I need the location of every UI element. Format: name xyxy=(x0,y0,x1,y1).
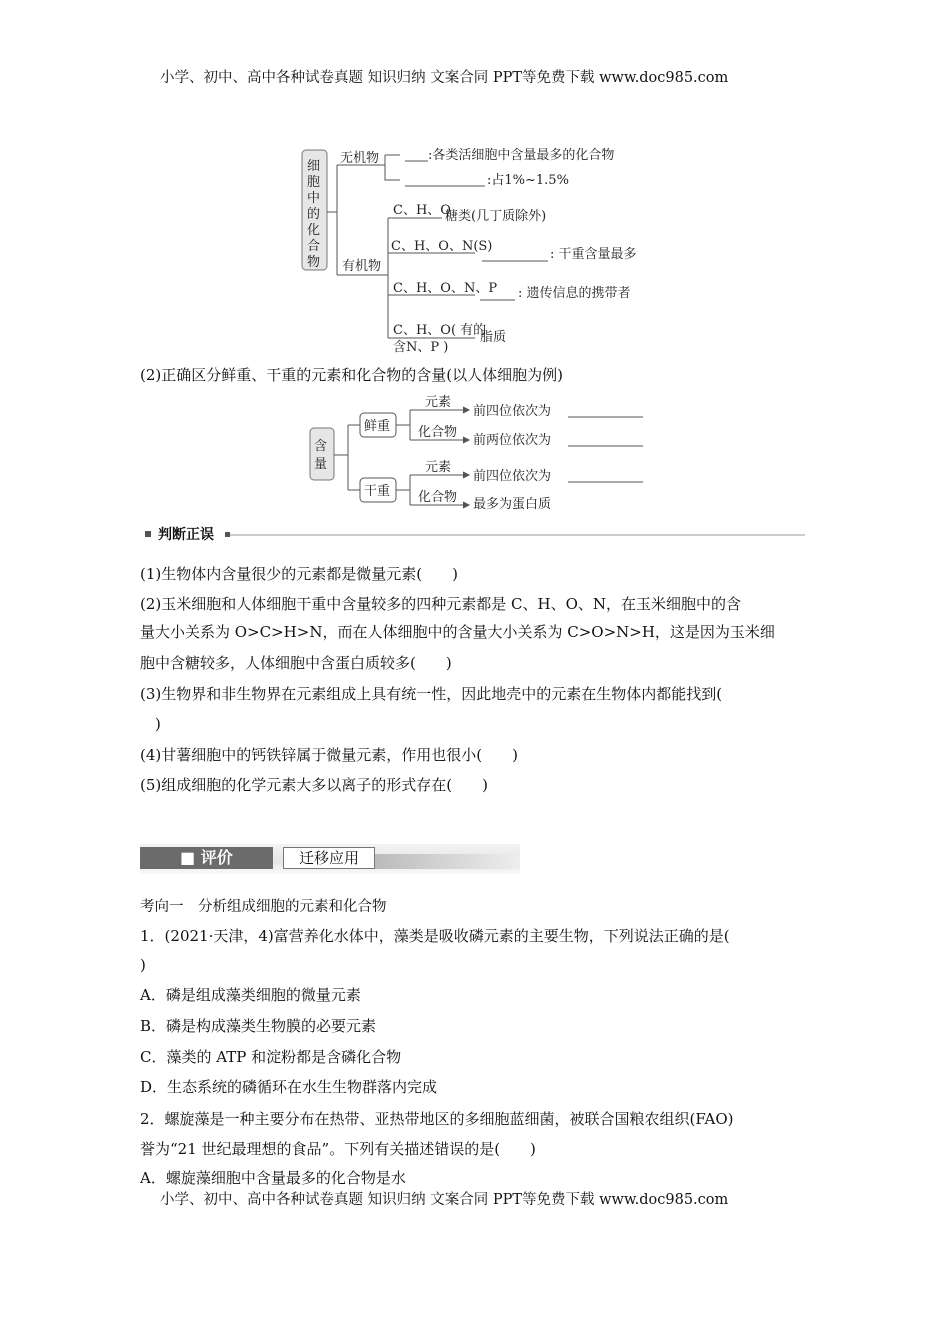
judge-title: 判断正误 xyxy=(158,527,214,543)
banner-application: 迁移应用 xyxy=(283,847,375,869)
diagram-label: C、H、O xyxy=(393,203,451,218)
root-char: 合 xyxy=(307,239,321,254)
root-char: 细 xyxy=(307,159,321,174)
judge-line: (5)组成细胞的化学元素大多以离子的形式存在( ) xyxy=(140,776,488,794)
diagram-label: 化合物 xyxy=(418,425,458,440)
root-char: 化 xyxy=(307,223,321,238)
diagram-label: 干重 xyxy=(364,484,391,499)
diagram-label: :占1%~1.5% xyxy=(487,173,569,188)
diagram-label: 化合物 xyxy=(418,490,458,505)
root-char: 胞 xyxy=(307,175,321,190)
diagram-label: 前四位依次为 xyxy=(473,469,552,484)
judge-line: 量大小关系为 O>C>H>N，而在人体细胞中的含量大小关系为 C>O>N>H，这是因为玉米细 xyxy=(140,623,775,641)
question-line: 2．螺旋藻是一种主要分布在热带、亚热带地区的多细胞蓝细菌，被联合国粮农组织(FAO) xyxy=(140,1110,734,1128)
question-option: A．螺旋藻细胞中含量最多的化合物是水 xyxy=(140,1169,406,1187)
diagram-label: 含 xyxy=(314,439,328,454)
question-line: 1．(2021·天津，4)富营养化水体中，藻类是吸收磷元素的主要生物，下列说法正确的是( xyxy=(140,927,730,945)
page-footer: 小学、初中、高中各种试卷真题 知识归纳 文案合同 PPT等免费下载 www.doc985.com xyxy=(160,1192,729,1208)
diagram-label: 糖类(几丁质除外) xyxy=(445,209,547,224)
root-char: 的 xyxy=(307,207,321,222)
diagram-label: 元素 xyxy=(425,395,452,410)
diagram-label: 前四位依次为 xyxy=(473,404,552,419)
diagram-label: C、H、O、N、P xyxy=(393,281,498,296)
diagram-label: C、H、O、N(S) xyxy=(391,239,493,254)
diagram-cell-compounds xyxy=(0,0,950,620)
root-char: 物 xyxy=(307,255,321,270)
question-option: B．磷是构成藻类生物膜的必要元素 xyxy=(140,1017,377,1035)
question-line: 誉为“21 世纪最理想的食品”。下列有关描述错误的是( ) xyxy=(140,1140,536,1158)
inorganic-label: 无机物 xyxy=(340,151,380,166)
judge-line: (4)甘薯细胞中的钙铁锌属于微量元素，作用也很小( ) xyxy=(140,746,518,764)
diagram-label: 量 xyxy=(314,457,328,472)
page-header: 小学、初中、高中各种试卷真题 知识归纳 文案合同 PPT等免费下载 www.doc985.com xyxy=(160,70,729,86)
judge-line: (1)生物体内含量很少的元素都是微量元素( ) xyxy=(140,565,458,583)
subtitle: (2)正确区分鲜重、干重的元素和化合物的含量(以人体细胞为例) xyxy=(140,366,563,384)
question-heading: 考向一 分析组成细胞的元素和化合物 xyxy=(140,899,387,915)
judge-line: ) xyxy=(140,715,161,733)
diagram-label: C、H、O( 有的 xyxy=(393,323,487,338)
diagram-label: :各类活细胞中含量最多的化合物 xyxy=(428,148,615,163)
question-line: ) xyxy=(140,956,146,974)
question-option: A．磷是组成藻类细胞的微量元素 xyxy=(140,986,361,1004)
section-banner xyxy=(140,844,520,874)
judge-line: 胞中含糖较多，人体细胞中含蛋白质较多( ) xyxy=(140,654,452,672)
diagram-label: 含N、P ) xyxy=(393,340,449,355)
banner-evaluation: ■ 评价 xyxy=(140,847,273,869)
banner-gradient xyxy=(375,854,520,869)
diagram-label: 脂质 xyxy=(480,330,507,345)
diagram-label: : 遗传信息的携带者 xyxy=(518,286,631,301)
diagram-label: 最多为蛋白质 xyxy=(473,497,552,512)
question-option: D．生态系统的磷循环在水生生物群落内完成 xyxy=(140,1078,438,1096)
root-char: 中 xyxy=(307,191,321,206)
diagram-label: 鲜重 xyxy=(364,419,391,434)
judge-line: (3)生物界和非生物界在元素组成上具有统一性，因此地壳中的元素在生物体内都能找到( xyxy=(140,685,723,703)
question-option: C．藻类的 ATP 和淀粉都是含磷化合物 xyxy=(140,1048,402,1066)
diagram-label: 元素 xyxy=(425,460,452,475)
judge-line: (2)玉米细胞和人体细胞干重中含量较多的四种元素都是 C、H、O、N，在玉米细胞中的含 xyxy=(140,595,741,613)
diagram-label: 前两位依次为 xyxy=(473,433,552,448)
diagram-label: : 干重含量最多 xyxy=(550,247,637,262)
organic-label: 有机物 xyxy=(342,259,382,274)
